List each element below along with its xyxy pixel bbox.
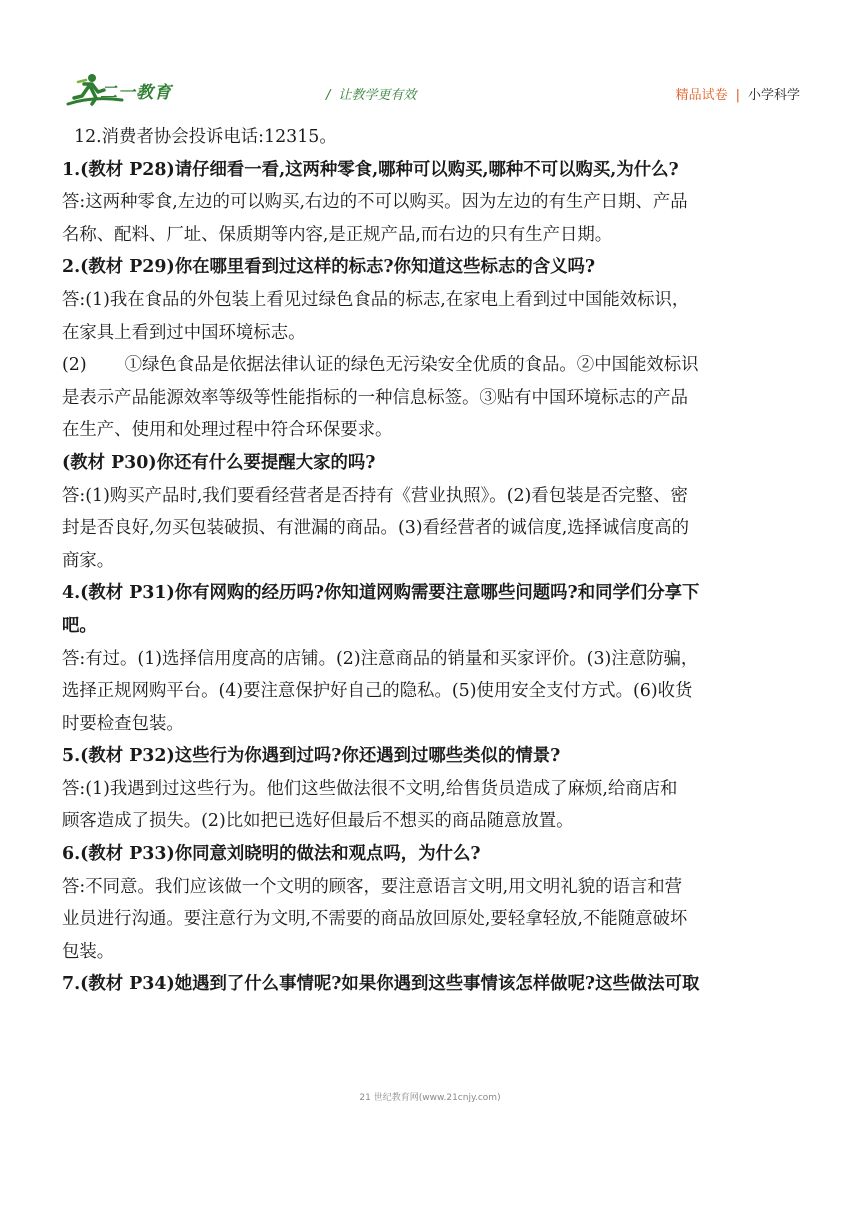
answer-line: 时要检查包装。 xyxy=(62,713,184,734)
page-footer: 21 世纪教育网(www.21cnjy.com) xyxy=(359,1093,501,1103)
answer-line: 答:(1)我遇到过这些行为。他们这些做法很不文明,给售货员造成了麻烦,给商店和 xyxy=(62,778,678,799)
answer-line: 名称、配料、厂址、保质期等内容,是正规产品,而右边的只有生产日期。 xyxy=(62,224,613,245)
answer-line: 封是否良好,勿买包装破损、有泄漏的商品。(3)看经营者的诚信度,选择诚信度高的 xyxy=(62,518,689,539)
answer-line xyxy=(62,349,802,382)
answer-line: 在家具上看到过中国环境标志。 xyxy=(62,322,306,343)
answer-line: 答:不同意。我们应该做一个文明的顾客，要注意语言文明,用文明礼貌的语言和营 xyxy=(62,876,683,897)
question-line: 1.(教材 P28)请仔细看一看,这两种零食,哪种可以购买,哪种不可以购买,为什么? xyxy=(62,159,679,180)
answer-line: 答:(1)购买产品时,我们要看经营者是否持有《营业执照》。(2)看包装是否完整、密 xyxy=(62,485,688,506)
answer-line: 答:这两种零食,左边的可以购买,右边的不可以购买。因为左边的有生产日期、产品 xyxy=(62,192,688,213)
paper-type: 精品试卷 xyxy=(675,88,728,103)
item-text: ①绿色食品是依据法律认证的绿色无污染安全优质的食品。②中国能效标识 xyxy=(124,355,699,376)
slogan-text: 让教学更有效 xyxy=(338,88,417,103)
answer-line: 包装。 xyxy=(62,941,115,962)
tag-separator: | xyxy=(735,88,740,103)
logo-text: 二一教育 xyxy=(100,83,172,103)
slogan xyxy=(326,84,416,103)
paper-tag xyxy=(676,84,800,103)
document-body xyxy=(62,121,802,1001)
answer-line: 在生产、使用和处理过程中符合环保要求。 xyxy=(62,420,393,441)
answer-line: 业员进行沟通。要注意行为文明,不需要的商品放回原处,要轻拿轻放,不能随意破坏 xyxy=(62,909,688,930)
answer-line: 答:有过。(1)选择信用度高的店铺。(2)注意商品的销量和买家评价。(3)注意防骗， xyxy=(62,648,699,669)
question-line: 7.(教材 P34)她遇到了什么事情呢?如果你遇到这些事情该怎样做呢?这些做法可取 xyxy=(62,974,700,995)
question-line: (教材 P30)你还有什么要提醒大家的吗? xyxy=(62,452,376,473)
subject-label: 小学科学 xyxy=(747,88,800,103)
question-line: 吧。 xyxy=(62,615,97,636)
answer-line: 答:(1)我在食品的外包装上看见过绿色食品的标志,在家电上看到过中国能效标识， xyxy=(62,289,690,310)
item-number: (2) xyxy=(62,355,87,376)
page-header xyxy=(0,0,860,120)
question-line: 6.(教材 P33)你同意刘晓明的做法和观点吗，为什么? xyxy=(62,844,481,865)
answer-line: 顾客造成了损失。(2)比如把已选好但最后不想买的商品随意放置。 xyxy=(62,811,574,832)
slogan-slash: / xyxy=(326,88,331,103)
answer-line: 选择正规网购平台。(4)要注意保护好自己的隐私。(5)使用安全支付方式。(6)收货 xyxy=(62,681,693,702)
question-line: 4.(教材 P31)你有网购的经历吗?你知道网购需要注意哪些问题吗?和同学们分享下 xyxy=(62,583,700,604)
question-line: 2.(教材 P29)你在哪里看到过这样的标志?你知道这些标志的含义吗? xyxy=(62,257,596,278)
question-line: 5.(教材 P32)这些行为你遇到过吗?你还遇到过哪些类似的情景? xyxy=(62,746,561,767)
text-line: 12.消费者协会投诉电话:12315。 xyxy=(74,127,337,147)
answer-line: 商家。 xyxy=(62,550,115,571)
answer-line: 是表示产品能源效率等级等性能指标的一种信息标签。③贴有中国环境标志的产品 xyxy=(62,387,689,408)
